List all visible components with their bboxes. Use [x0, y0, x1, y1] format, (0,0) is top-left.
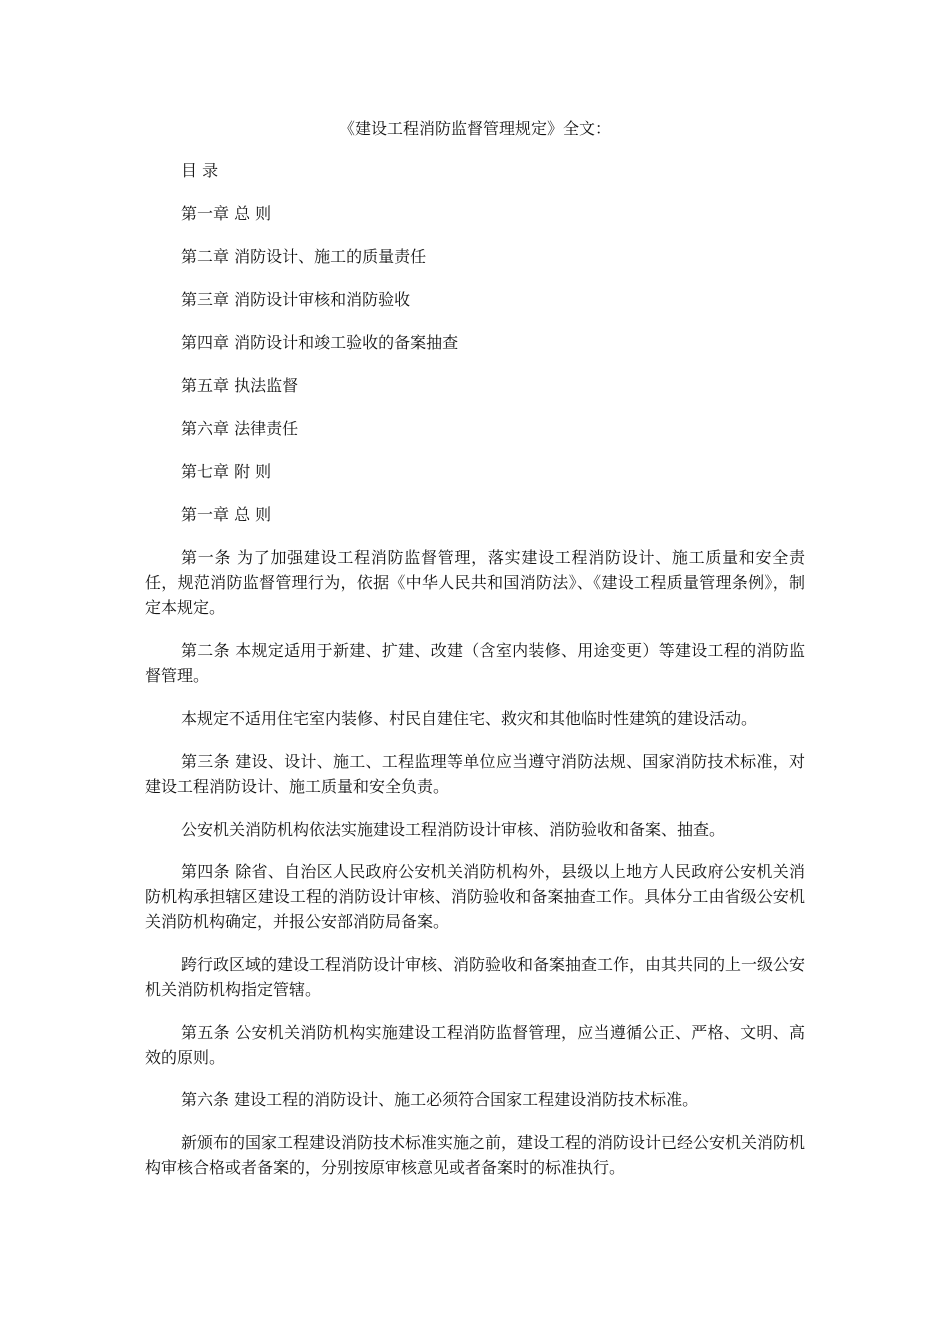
- paragraph-article-6: 第六条 建设工程的消防设计、施工必须符合国家工程建设消防技术标准。: [181, 1090, 699, 1109]
- toc-heading: 目 录: [181, 161, 219, 180]
- paragraph-article-5: 第五条 公安机关消防机构实施建设工程消防监督管理，应当遵循公正、严格、文明、高效的原则。: [145, 1023, 805, 1067]
- paragraph-article-4: 第四条 除省、自治区人民政府公安机关消防机构外，县级以上地方人民政府公安机关消防机构承担辖区建设工程的消防设计审核、消防验收和备案抽查工作。具体分工由省级公安机关消防机构确定，并报公安部消防局备案。: [145, 862, 805, 931]
- paragraph-article-2-note: 本规定不适用住宅室内装修、村民自建住宅、救灾和其他临时性建筑的建设活动。: [181, 709, 758, 728]
- chapter-heading: 第一章 总 则: [181, 505, 272, 524]
- paragraph-article-6-note: 新颁布的国家工程建设消防技术标准实施之前，建设工程的消防设计已经公安机关消防机构审核合格或者备案的，分别按原审核意见或者备案时的标准执行。: [145, 1133, 806, 1177]
- toc-item-3: 第三章 消防设计审核和消防验收: [181, 290, 411, 309]
- paragraph-article-4-note: 跨行政区域的建设工程消防设计审核、消防验收和备案抽查工作，由其共同的上一级公安机关消防机构指定管辖。: [145, 955, 806, 999]
- toc-item-6: 第六章 法律责任: [181, 419, 299, 438]
- paragraph-article-2: 第二条 本规定适用于新建、扩建、改建（含室内装修、用途变更）等建设工程的消防监督管理。: [145, 641, 805, 685]
- paragraph-article-1: 第一条 为了加强建设工程消防监督管理，落实建设工程消防设计、施工质量和安全责任，规范消防监督管理行为，依据《中华人民共和国消防法》、《建设工程质量管理条例》，制定本规定。: [145, 548, 805, 617]
- toc-item-4: 第四章 消防设计和竣工验收的备案抽查: [181, 333, 459, 352]
- toc-item-1: 第一章 总 则: [181, 204, 272, 223]
- toc-item-5: 第五章 执法监督: [181, 376, 299, 395]
- toc-item-7: 第七章 附 则: [181, 462, 272, 481]
- toc-item-2: 第二章 消防设计、施工的质量责任: [181, 247, 427, 266]
- paragraph-article-3-note: 公安机关消防机构依法实施建设工程消防设计审核、消防验收和备案、抽查。: [181, 820, 726, 839]
- document-title: 《建设工程消防监督管理规定》全文：: [338, 119, 611, 138]
- paragraph-article-3: 第三条 建设、设计、施工、工程监理等单位应当遵守消防法规、国家消防技术标准，对建设工程消防设计、施工质量和安全负责。: [145, 752, 805, 796]
